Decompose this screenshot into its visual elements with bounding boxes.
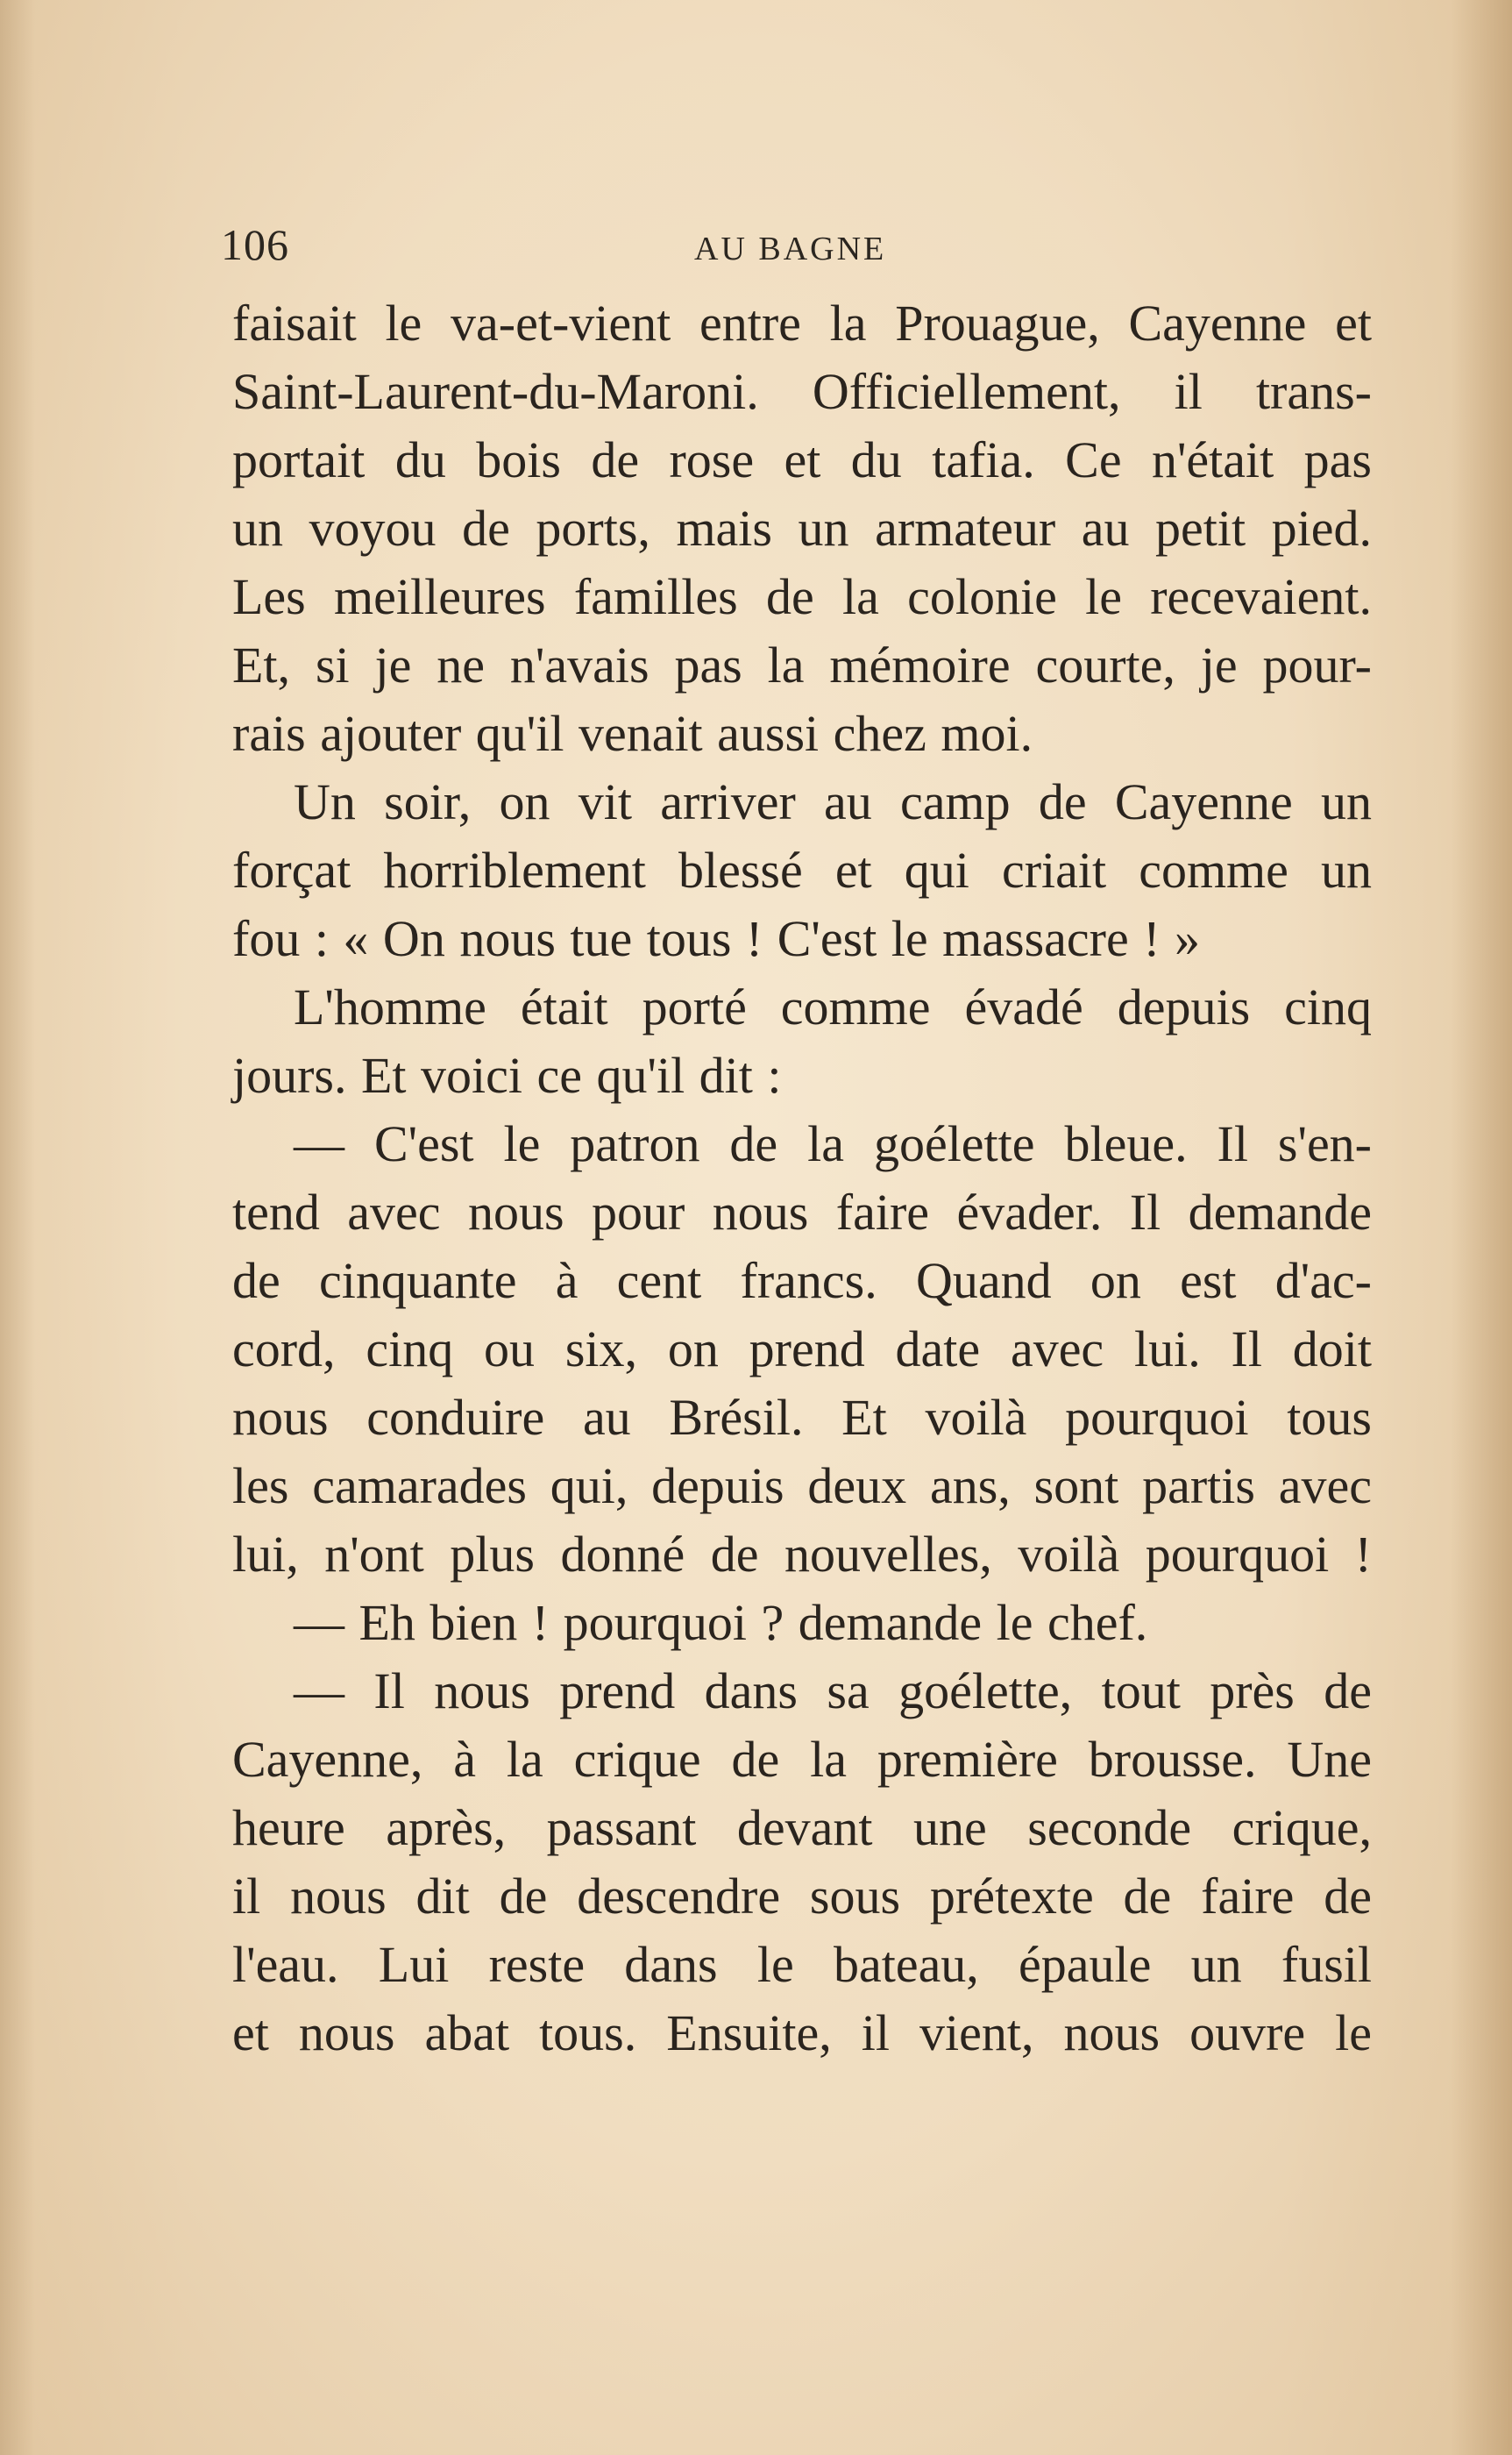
text-line: nous conduire au Brésil. Et voilà pourquoi tous (232, 1389, 1372, 1446)
text-line: — Eh bien ! pourquoi ? demande le chef. (294, 1594, 1148, 1651)
text-line: jours. Et voici ce qu'il dit : (232, 1047, 782, 1104)
text-line: de cinquante à cent francs. Quand on est d'ac- (232, 1252, 1372, 1309)
text-line: il nous dit de descendre sous prétexte de faire de (232, 1868, 1372, 1925)
text-line: heure après, passant devant une seconde crique, (232, 1799, 1372, 1856)
text-line: lui, n'ont plus donné de nouvelles, voilà pourquoi ! (232, 1526, 1372, 1583)
text-line: rais ajouter qu'il venait aussi chez moi. (232, 705, 1033, 762)
text-line: Saint-Laurent-du-Maroni. Officiellement, il trans- (232, 363, 1372, 420)
text-line: tend avec nous pour nous faire évader. Il demande (232, 1184, 1372, 1241)
text-line: Un soir, on vit arriver au camp de Cayenne un (294, 773, 1372, 830)
page-header (221, 219, 1378, 272)
text-line: Cayenne, à la crique de la première brousse. Une (232, 1731, 1372, 1788)
text-line: les camarades qui, depuis deux ans, sont partis avec (232, 1457, 1372, 1514)
text-line: et nous abat tous. Ensuite, il vient, nous ouvre le (232, 2004, 1372, 2061)
text-line: un voyou de ports, mais un armateur au petit pied. (232, 500, 1372, 557)
page-number: 106 (221, 220, 289, 269)
page-edge-shadow-right (1451, 0, 1512, 2455)
text-line: fou : « On nous tue tous ! C'est le massacre ! » (232, 910, 1201, 967)
text-line: — C'est le patron de la goélette bleue. Il s'en- (294, 1115, 1372, 1172)
text-line: L'homme était porté comme évadé depuis cinq (294, 978, 1372, 1035)
text-line: faisait le va-et-vient entre la Prouague, Cayenne et (232, 295, 1372, 352)
body-text (232, 289, 1372, 2067)
text-line: portait du bois de rose et du tafia. Ce n'était pas (232, 431, 1372, 488)
text-line: cord, cinq ou six, on prend date avec lui. Il doit (232, 1320, 1372, 1377)
text-line: Et, si je ne n'avais pas la mémoire courte, je pour- (232, 637, 1372, 694)
text-line: l'eau. Lui reste dans le bateau, épaule un fusil (232, 1936, 1372, 1993)
text-line: — Il nous prend dans sa goélette, tout près de (294, 1662, 1372, 1719)
text-line: Les meilleures familles de la colonie le recevaient. (232, 568, 1372, 625)
running-title: AU BAGNE (694, 231, 887, 267)
page-edge-shadow-left (0, 0, 35, 2455)
text-line: forçat horriblement blessé et qui criait comme un (232, 842, 1372, 899)
